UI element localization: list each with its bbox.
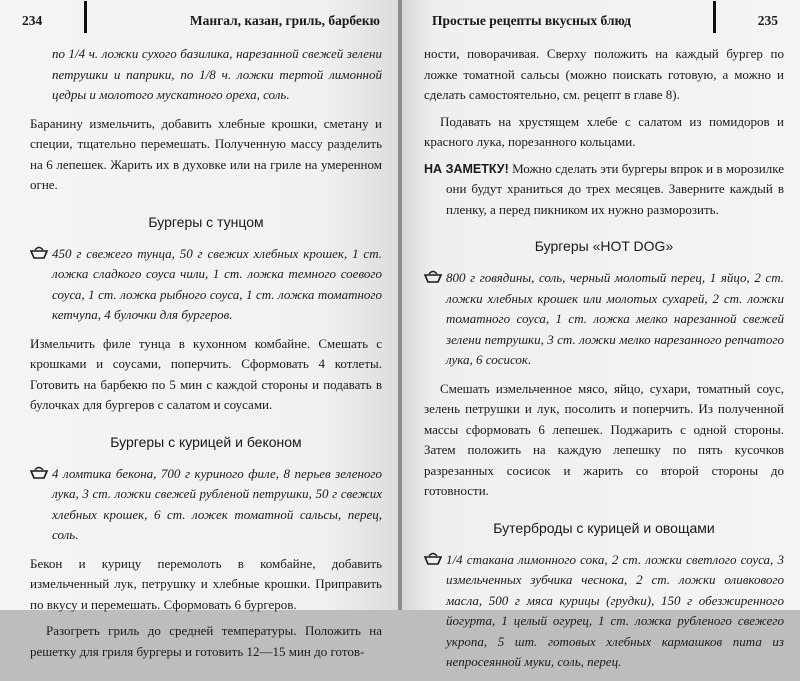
method-continued: ности, поворачивая. Сверху положить на каждый бургер по ложке томатной сальсы (можно поискать готовую, а можно и сделать самостоятельно, см. рецепт в главе 8). — [424, 46, 784, 102]
header-rule — [84, 1, 87, 33]
running-title: Простые рецепты вкусных блюд — [432, 13, 631, 28]
ingredients-text: 1/4 стакана лимонного сока, 2 ст. ложки светлого соуса, 3 измельченных зубчика чеснока, 2 ст. ложки оливкового масла, 500 г мяса курицы (грудки), 150 г обезжиренного йогурта, 1 целый огурец, 1 ст. ложка рубленого свежего укропа, 5 шт. готовых хлебных кармашков пита из непросеянной муки, соль, перец. — [446, 551, 784, 669]
page-number: 234 — [22, 13, 43, 28]
left-column — [30, 44, 382, 668]
running-title: Мангал, казан, гриль, барбекю — [189, 13, 380, 28]
right-page — [402, 0, 800, 669]
method-text: Измельчить филе тунца в кухонном комбайне. Смешать с крошками и соусами, поперчить. Сформовать 4 котлеты. Готовить на барбекю по 5 мин с каждой стороны и подавать в булочках для бургеров с салатом и соусами. — [30, 335, 382, 412]
bowl-icon — [424, 552, 446, 566]
bowl-icon — [30, 466, 52, 480]
method-text: Бекон и курицу перемолоть в комбайне, добавить измельченный лук, петрушку и хлебные крошки. Приправить по вкусу и перемешать. Сформовать 6 бургеров. — [30, 555, 382, 612]
left-page-header — [22, 13, 380, 35]
recipe-title: Бургеры «HOT DOG» — [534, 238, 674, 254]
ingredients-text: 4 ломтика бекона, 700 г куриного филе, 8 перьев зеленого лука, 3 ст. ложки свежей рубленой петрушки, 50 г свежих хлебных крошек, 6 ст. ложек томатной сальсы, перец, соль. — [52, 465, 382, 542]
left-page — [0, 0, 400, 659]
right-column — [424, 44, 784, 681]
ingredients-block — [424, 550, 784, 673]
ingredients-continued: по 1/4 ч. ложки сухого базилика, нарезанной свежей зелени петрушки и паприки, по 1/8 ч. ложки тертой лимонной цедры и молотого мускатного ореха, соль. — [52, 46, 382, 102]
recipe-title: Бургеры с тунцом — [148, 213, 264, 230]
method-text: Разогреть гриль до средней температуры. Положить на решетку для гриля бургеры и готовить 12—15 мин до готов- — [30, 623, 382, 659]
recipe-title: Бутерброды с курицей и овощами — [493, 519, 715, 536]
page-number: 235 — [757, 13, 778, 28]
header-rule — [713, 1, 716, 33]
bowl-icon — [424, 270, 446, 284]
ingredients-block — [30, 464, 382, 546]
bowl-icon — [30, 246, 52, 260]
method-text: Смешать измельченное мясо, яйцо, сухари, томатный соус, зелень петрушки и лук, посолить и поперчить. Из полученной массы сформовать 6 лепешек. Поджарить с одной стороны. Затем положить на каждую лепешку по пять кусочков разрезанных сосисок и жарить со второй стороны до готовности. — [424, 380, 784, 498]
right-page-header — [432, 13, 778, 35]
ingredients-text: 450 г свежего тунца, 50 г свежих хлебных крошек, 1 ст. ложка сладкого соуса чили, 1 ст. ложка темного соевого соуса, 1 ст. ложка рыбного соуса, 1 ст. ложка томатного кетчупа, 4 булочки для бургеров. — [52, 245, 382, 322]
ingredients-block — [424, 268, 784, 371]
ingredients-text: 800 г говядины, соль, черный молотый перец, 1 яйцо, 2 ст. ложки хлебных крошек или молотых сухарей, 2 ст. ложки томатного соуса, 1 ст. ложка мелко нарезанной свежей зелени петрушки, 3 ст. ложки мелко нарезанного репчатого лука, 6 сосисок. — [446, 270, 784, 367]
note-text: Можно сделать эти бургеры впрок и в морозилке они будут храниться до трех месяцев. Заверните каждый в пленку, а перед пикником их нужно разморозить. — [446, 160, 784, 217]
method-text: Подавать на хрустящем хлебе с салатом из помидоров и красного лука, порезанного кольцами. — [424, 113, 784, 149]
note-label: НА ЗАМЕТКУ! — [424, 161, 509, 176]
recipe-title: Бургеры с курицей и беконом — [110, 433, 302, 450]
note-block — [424, 159, 784, 221]
method-continued: Баранину измельчить, добавить хлебные крошки, сметану и специи, тщательно перемешать. Полученную массу разделить на 6 лепешек. Жарить их в духовке или на гриле на умеренном огне. — [30, 115, 382, 192]
ingredients-block — [30, 244, 382, 326]
